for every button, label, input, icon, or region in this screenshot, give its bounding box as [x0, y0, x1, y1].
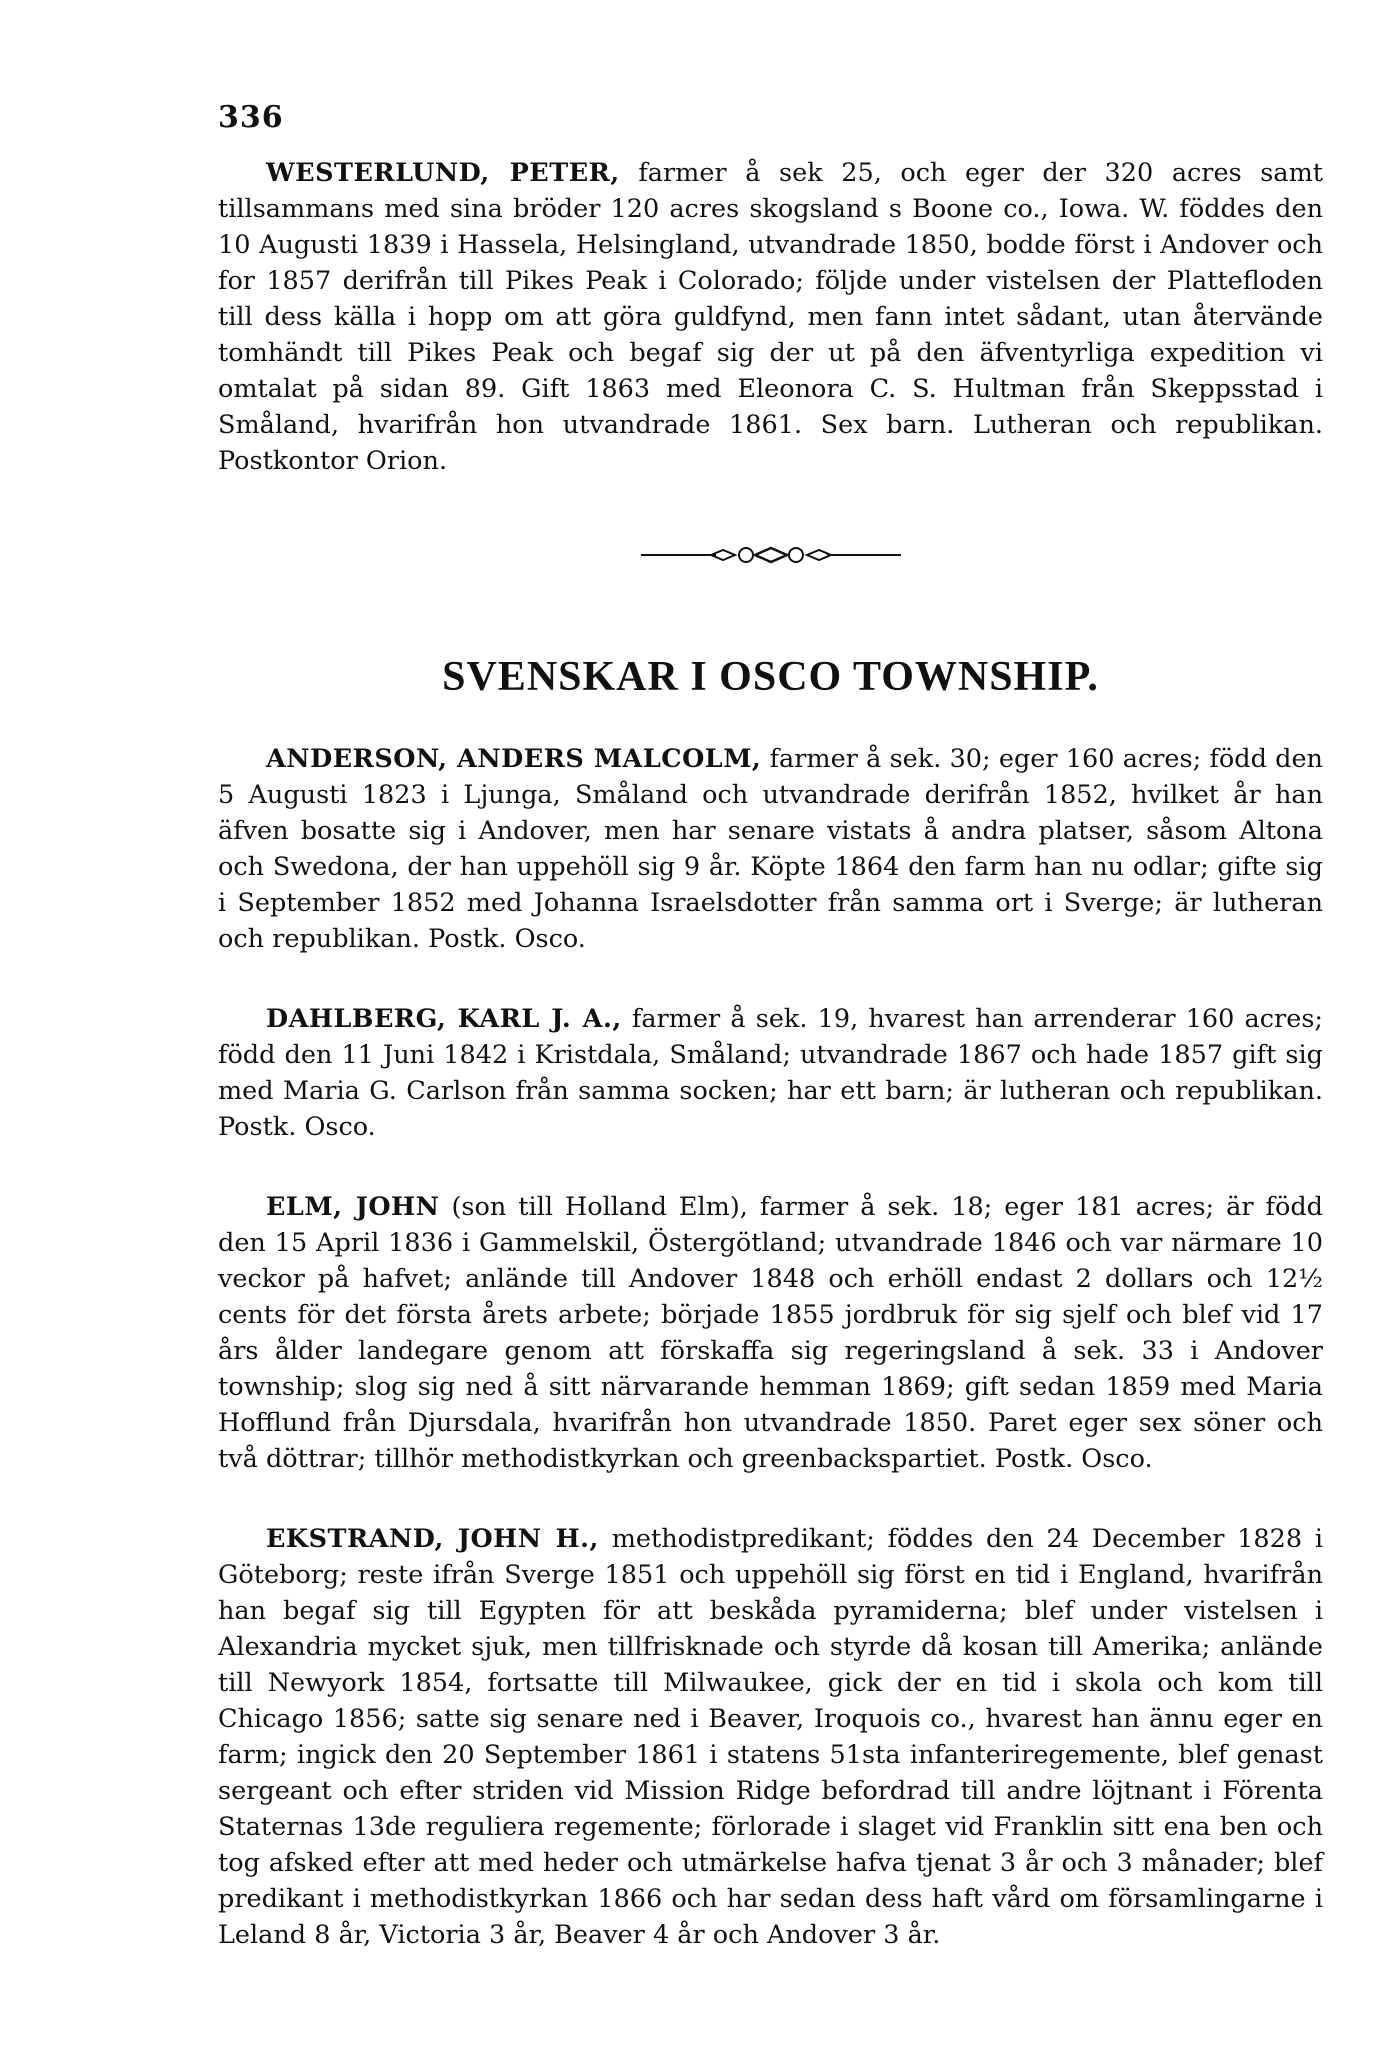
biography-entry-ekstrand — [218, 1521, 1323, 1953]
entry-name: DAHLBERG, KARL J. A., — [266, 1004, 622, 1034]
entry-text: farmer å sek. 30; eger 160 acres; född den 5 Augusti 1823 i Ljunga, Småland och utvandrade derifrån 1852, hvilket år han äfven bosatte sig i Andover, men har senare vistats å andra platser, såsom Altona och Swedona, der han uppehöll sig 9 år. Köpte 1864 den farm han nu odlar; gifte sig i September 1852 med Johanna Israelsdotter från samma ort i Sverge; är lutheran och republikan. Postk. Osco. — [218, 744, 1323, 954]
entry-name: EKSTRAND, JOHN H., — [266, 1524, 599, 1554]
entry-name: ELM, JOHN — [266, 1192, 440, 1222]
ornamental-divider — [218, 545, 1323, 565]
biography-entry-dahlberg — [218, 1001, 1323, 1145]
biography-entry-anderson — [218, 741, 1323, 957]
ornament-rule-icon — [641, 545, 901, 565]
entry-text: farmer å sek. 19, hvarest han arrenderar 160 acres; född den 11 Juni 1842 i Kristdala, Småland; utvandrade 1867 och hade 1857 gift sig med Maria G. Carlson från samma socken; har ett barn; är lutheran och republikan. Postk. Osco. — [218, 1004, 1323, 1142]
page-number: 336 — [218, 100, 284, 135]
entry-name: ANDERSON, ANDERS MALCOLM, — [266, 744, 762, 774]
biography-entry-elm — [218, 1189, 1323, 1477]
entry-text: farmer å sek 25, och eger der 320 acres samt tillsammans med sina bröder 120 acres skogsland s Boone co., Iowa. W. föddes den 10 Augusti 1839 i Hassela, Helsingland, utvandrade 1850, bodde först i Andover och for 1857 derifrån till Pikes Peak i Colorado; följde under vistelsen der Plattefloden till dess källa i hopp om att göra guldfynd, men fann intet sådant, utan återvände tomhändt till Pikes Peak och begaf sig der ut på den äfventyrliga expedition vi omtalat på sidan 89. Gift 1863 med Eleonora C. S. Hultman från Skeppsstad i Småland, hvarifrån hon utvandrade 1861. Sex barn. Lutheran och republikan. Postkontor Orion. — [218, 158, 1323, 476]
entry-text: (son till Holland Elm), farmer å sek. 18; eger 181 acres; är född den 15 April 1836 i Gammelskil, Östergötland; utvandrade 1846 och var närmare 10 veckor på hafvet; anlände till Andover 1848 och erhöll endast 2 dollars och 12½ cents för det första årets arbete; började 1855 jordbruk för sig sjelf och blef vid 17 års ålder landegare genom att förskaffa sig regeringsland å sek. 33 i Andover township; slog sig ned å sitt närvarande hemman 1869; gift sedan 1859 med Maria Hofflund från Djursdala, hvarifrån hon utvandrade 1850. Paret eger sex söner och två döttrar; tillhör methodistkyrkan och greenbackspartiet. Postk. Osco. — [218, 1192, 1323, 1474]
book-page — [218, 100, 1323, 1953]
entry-name: WESTERLUND, PETER, — [266, 158, 620, 188]
section-title: SVENSKAR I OSCO TOWNSHIP. — [442, 654, 1099, 700]
biography-entry-westerlund — [218, 155, 1323, 479]
entry-text: methodistpredikant; föddes den 24 December 1828 i Göteborg; reste ifrån Sverge 1851 och uppehöll sig först en tid i England, hvarifrån han begaf sig till Egypten för att beskåda pyramiderna; blef under vistelsen i Alexandria mycket sjuk, men tillfrisknade och styrde då kosan till Amerika; anlände till Newyork 1854, fortsatte till Milwaukee, gick der en tid i skola och kom till Chicago 1856; satte sig senare ned i Beaver, Iroquois co., hvarest han ännu eger en farm; ingick den 20 September 1861 i statens 51sta infanteriregemente, blef genast sergeant och efter striden vid Mission Ridge befordrad till andre löjtnant i Förenta Staternas 13de reguliera regemente; förlorade i slaget vid Franklin sitt ena ben och tog afsked efter att med heder och utmärkelse hafva tjenat 3 år och 3 månader; blef predikant i methodistkyrkan 1866 och har sedan dess haft vård om församlingarne i Leland 8 år, Victoria 3 år, Beaver 4 år och Andover 3 år. — [218, 1524, 1323, 1950]
